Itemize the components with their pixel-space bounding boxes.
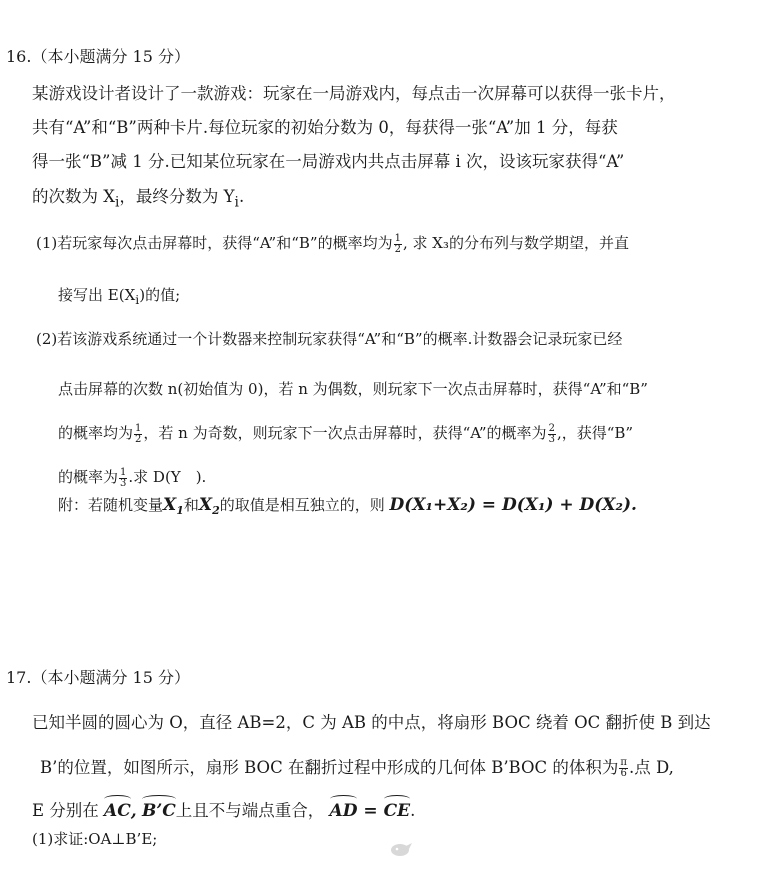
arc-ce: CE bbox=[384, 798, 411, 822]
subscript: i bbox=[115, 194, 120, 211]
fraction-one-half: $\frac{1}{2}$ bbox=[394, 232, 401, 255]
q16-note bbox=[58, 494, 637, 522]
q16-part2-line-3 bbox=[58, 422, 633, 445]
variance-formula: D(X₁+X₂) = D(X₁) + D(X₂). bbox=[389, 495, 637, 515]
fraction-two-thirds: $\frac{2}{3}$ bbox=[548, 422, 555, 445]
q16-part2-line-2: 点击屏幕的次数 n(初始值为 0)，若 n 为偶数，则玩家下一次点击屏幕时，获得“A”和“B” bbox=[58, 380, 648, 398]
q16-text: 的次数为 X bbox=[32, 187, 115, 206]
q16-part1-text: (1)若玩家每次点击屏幕时，获得“A”和“B”的概率均为 bbox=[36, 234, 393, 252]
q16-part1-text: 接写出 E(X bbox=[58, 286, 136, 304]
subscript: i bbox=[135, 292, 140, 307]
q16-paragraph-line-2: 共有“A”和“B”两种卡片.每位玩家的初始分数为 0，每获得一张“A”加 1 分，每获 bbox=[32, 118, 618, 137]
subscript: 1 bbox=[176, 504, 184, 517]
q16-paragraph-line-4 bbox=[32, 186, 244, 213]
q16-part2-line-1: (2)若该游戏系统通过一个计数器来控制玩家获得“A”和“B”的概率.计数器会记录玩家已经 bbox=[36, 330, 623, 348]
q16-part2-text: 的概率为 bbox=[58, 468, 119, 486]
q17-paragraph-line-2 bbox=[40, 757, 674, 779]
q17-paragraph-line-3 bbox=[32, 798, 415, 822]
note-text: 附：若随机变量 bbox=[58, 496, 164, 514]
arc-ad: AD bbox=[330, 798, 358, 822]
q17-paragraph-line-1: 已知半圆的圆心为 O，直径 AB=2，C 为 AB 的中点，将扇形 BOC 绕着 OC 翻折使 B 到达 bbox=[32, 713, 711, 732]
q17-part1: (1)求证:OA⊥B’E; bbox=[32, 830, 158, 848]
note-text: 和 bbox=[183, 496, 199, 514]
q16-part2-text: ,，获得“B” bbox=[556, 424, 634, 442]
q16-part1-text: , 求 X₃的分布列与数学期望，并直 bbox=[402, 234, 629, 252]
q16-paragraph-line-3: 得一张“B”减 1 分.已知某位玩家在一局游戏内共点击屏幕 i 次，设该玩家获得“A” bbox=[32, 152, 625, 171]
fraction-one-third: $\frac{1}{3}$ bbox=[120, 466, 127, 489]
arc-bc: B’C bbox=[142, 798, 176, 822]
q16-paragraph-line-1: 某游戏设计者设计了一款游戏：玩家在一局游戏内，每点击一次屏幕可以获得一张卡片， bbox=[32, 84, 676, 103]
q16-text: ，最终分数为 Y bbox=[119, 187, 235, 206]
q17-heading: 17.（本小题满分 15 分） bbox=[6, 668, 190, 687]
fraction-pi-sixth: $\frac{\pi}{6}$ bbox=[620, 757, 627, 779]
subscript: 2 bbox=[212, 504, 220, 517]
equals-sign: = bbox=[357, 801, 384, 821]
q16-part2-line-4 bbox=[58, 466, 206, 489]
q16-part2-text: .求 D(Y ). bbox=[128, 468, 207, 486]
q16-heading: 16.（本小题满分 15 分） bbox=[6, 47, 190, 66]
math-var: X bbox=[198, 495, 213, 515]
math-var: X bbox=[163, 495, 177, 515]
q16-part1-line-1 bbox=[36, 232, 629, 255]
q16-part1-text: )的值; bbox=[139, 286, 181, 304]
comma: , bbox=[130, 801, 137, 821]
note-text: 的取值是相互独立的，则 bbox=[219, 496, 385, 514]
q16-part1-line-2 bbox=[58, 284, 180, 311]
q17-text: 上且不与端点重合， bbox=[175, 801, 325, 820]
q16-text: . bbox=[238, 187, 245, 206]
q16-part2-text: ，若 n 为奇数，则玩家下一次点击屏幕时，获得“A”的概率为 bbox=[143, 424, 547, 442]
q17-text: E 分别在 bbox=[32, 801, 99, 820]
subscript: i bbox=[234, 194, 239, 211]
arc-ac: AC bbox=[104, 798, 131, 822]
q17-text: .点 D, bbox=[628, 758, 674, 777]
watermark-logo-icon bbox=[388, 840, 414, 858]
q17-text: B’的位置，如图所示，扇形 BOC 在翻折过程中形成的几何体 B’BOC 的体积为 bbox=[40, 758, 619, 777]
q17-text: . bbox=[410, 801, 416, 820]
fraction-one-half: $\frac{1}{2}$ bbox=[135, 422, 142, 445]
q16-part2-text: 的概率均为 bbox=[58, 424, 134, 442]
